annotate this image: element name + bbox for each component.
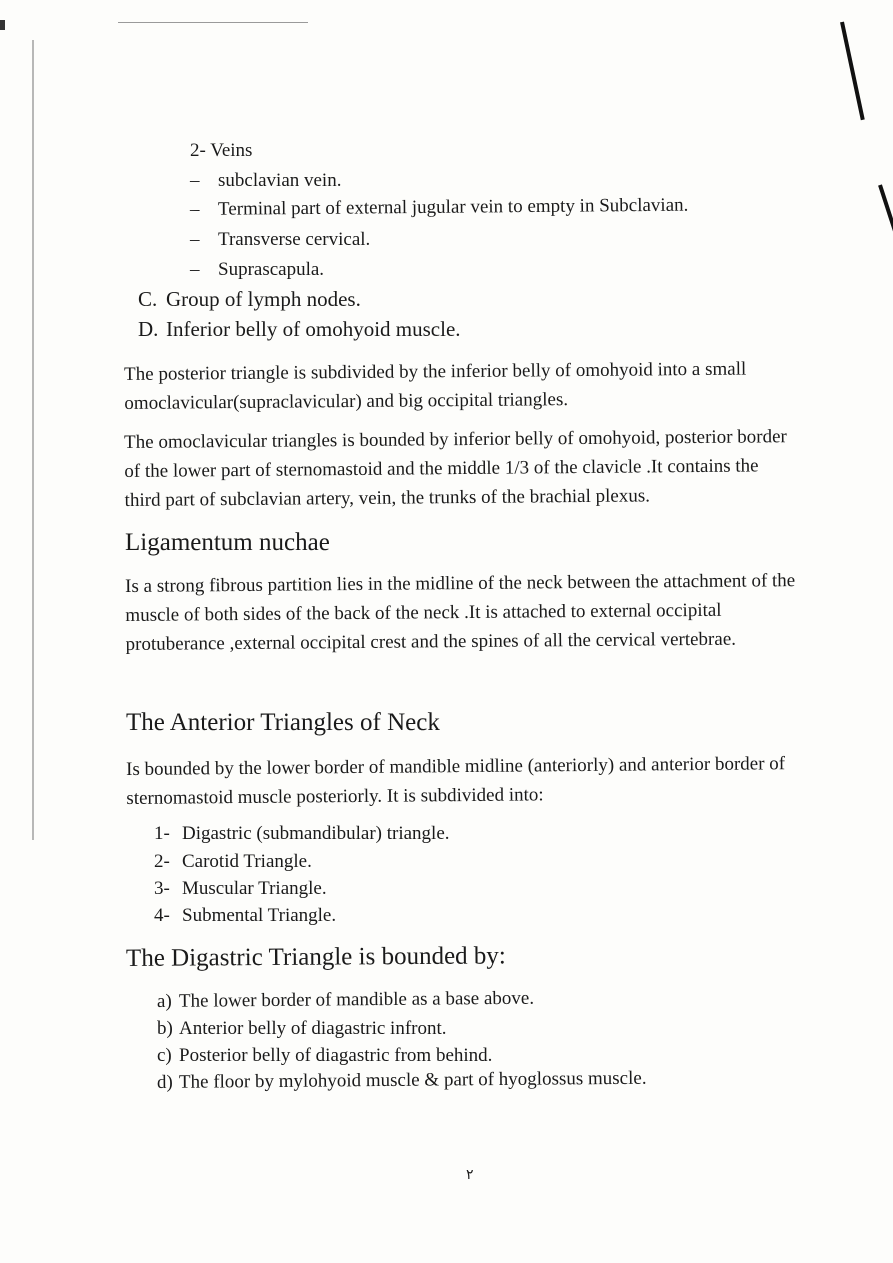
scan-artifact-edge — [32, 40, 34, 840]
paragraph-ligamentum — [125, 566, 796, 659]
veins-item — [190, 169, 341, 193]
veins-item-text: subclavian vein. — [218, 170, 342, 191]
veins-subheading: 2- Veins — [190, 140, 253, 161]
list-marker: D. — [138, 317, 159, 341]
paragraph-line: muscle of both sides of the back of the neck .It is attached to external occipital — [125, 599, 722, 626]
paragraph-line: of the lower part of sternomastoid and the middle 1/3 of the clavicle .It contains the — [124, 455, 759, 482]
digastric-list-item — [157, 1044, 492, 1068]
veins-item — [190, 194, 689, 222]
list-marker: 3- — [154, 878, 170, 899]
contents-item — [138, 317, 461, 341]
bullet-mark: – — [190, 259, 200, 280]
bullet-mark: – — [190, 170, 200, 191]
list-marker: 1- — [154, 823, 170, 844]
paragraph-line: Is a strong fibrous partition lies in the midline of the neck between the attachment of the — [125, 570, 796, 597]
paragraph-line: protuberance ,external occipital crest and the spines of all the cervical vertebrae. — [125, 628, 737, 655]
list-item-text: Posterior belly of diagastric from behind. — [179, 1045, 493, 1066]
heading-digastric-triangle: The Digastric Triangle is bounded by: — [125, 942, 506, 972]
digastric-list-item — [157, 987, 534, 1014]
digastric-list-item — [157, 1067, 647, 1095]
list-marker: d) — [156, 1071, 173, 1093]
veins-item-text: Suprascapula. — [218, 259, 325, 280]
list-marker: C. — [138, 287, 158, 311]
heading-ligamentum-nuchae: Ligamentum nuchae — [125, 529, 330, 556]
digastric-list-item — [157, 1017, 447, 1041]
paragraph-subdivision — [124, 355, 747, 418]
bullet-mark: – — [189, 198, 200, 220]
list-item-text: Submental Triangle. — [182, 905, 337, 926]
paragraph-line: Is bounded by the lower border of mandible midline (anteriorly) and anterior border of — [126, 753, 786, 780]
list-item-text: Muscular Triangle. — [182, 878, 327, 899]
list-marker: 4- — [154, 905, 170, 926]
list-item-text: Anterior belly of diagastric infront. — [179, 1018, 447, 1039]
list-item-text: Carotid Triangle. — [182, 851, 312, 872]
anterior-list-item — [154, 877, 327, 901]
anterior-list-item — [154, 904, 336, 928]
list-item-text: Group of lymph nodes. — [166, 287, 361, 311]
heading-anterior-triangles: The Anterior Triangles of Neck — [126, 709, 440, 736]
scan-artifact-line — [118, 22, 308, 23]
list-marker: a) — [156, 990, 172, 1012]
scan-artifact-corner — [0, 20, 5, 30]
anterior-list-item — [154, 850, 312, 874]
paragraph-line: The omoclavicular triangles is bounded by inferior belly of omohyoid, posterior border — [124, 426, 787, 453]
paragraph-line: The posterior triangle is subdivided by the inferior belly of omohyoid into a small — [124, 358, 747, 385]
paragraph-omoclavicular — [124, 422, 787, 515]
list-item-text: Inferior belly of omohyoid muscle. — [166, 317, 461, 341]
bullet-mark: – — [190, 229, 200, 250]
contents-item — [138, 287, 361, 311]
paragraph-line: sternomastoid muscle posteriorly. It is subdivided into: — [126, 784, 544, 809]
veins-item-text: Terminal part of external jugular vein to empty in Subclavian. — [217, 194, 689, 220]
paragraph-line: third part of subclavian artery, vein, the trunks of the brachial plexus. — [124, 485, 651, 511]
veins-item — [190, 228, 370, 252]
anterior-list-item — [154, 822, 450, 846]
list-item-text: The floor by mylohyoid muscle & part of hyoglossus muscle. — [178, 1067, 647, 1093]
paragraph-anterior — [126, 749, 785, 813]
list-marker: b) — [157, 1018, 173, 1039]
veins-item — [190, 258, 324, 282]
page-number: ٢ — [466, 1167, 474, 1183]
list-item-text: The lower border of mandible as a base above. — [178, 987, 535, 1012]
list-marker: 2- — [154, 851, 170, 872]
scan-artifact-mark — [878, 184, 893, 271]
list-marker: c) — [157, 1045, 172, 1066]
scan-artifact-mark — [840, 22, 865, 121]
veins-item-text: Transverse cervical. — [218, 229, 371, 250]
paragraph-line: omoclavicular(supraclavicular) and big occipital triangles. — [124, 389, 569, 414]
list-item-text: Digastric (submandibular) triangle. — [182, 823, 450, 844]
